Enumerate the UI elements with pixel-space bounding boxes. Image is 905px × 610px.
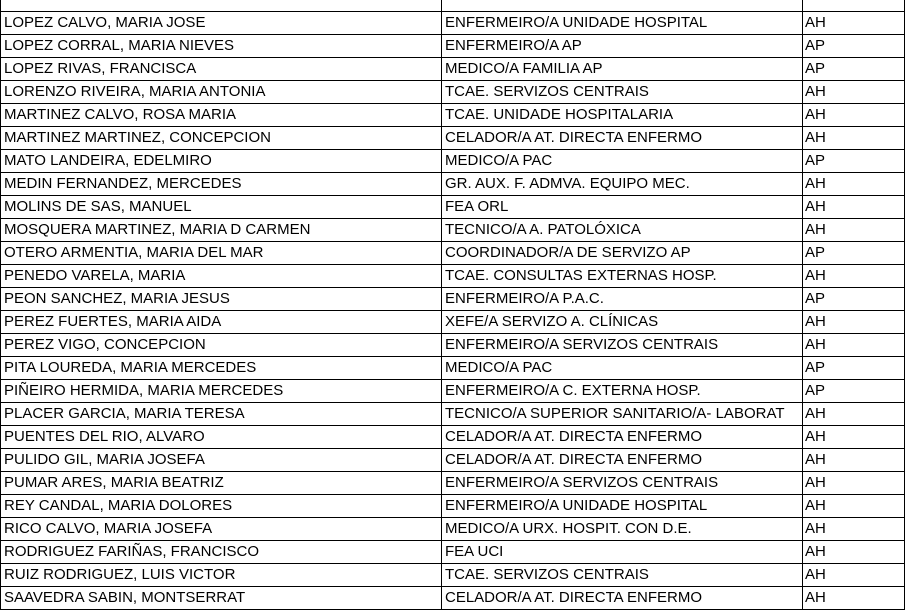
post-cell: TECNICO/A SUPERIOR SANITARIO/A- LABORAT bbox=[442, 403, 803, 426]
name-cell: OTERO ARMENTIA, MARIA DEL MAR bbox=[1, 242, 442, 265]
name-cell: REY CANDAL, MARIA DOLORES bbox=[1, 495, 442, 518]
post-cell: TCAE. CONSULTAS EXTERNAS HOSP. bbox=[442, 265, 803, 288]
area-cell: AH bbox=[803, 541, 905, 564]
post-cell: ENFERMEIRO/A SERVIZOS CENTRAIS bbox=[442, 472, 803, 495]
table-row bbox=[1, 104, 905, 127]
post-cell: CELADOR/A AT. DIRECTA ENFERMO bbox=[442, 587, 803, 610]
post-cell: FEA UCI bbox=[442, 541, 803, 564]
area-cell: AP bbox=[803, 357, 905, 380]
table-row bbox=[1, 35, 905, 58]
name-cell: PENEDO VARELA, MARIA bbox=[1, 265, 442, 288]
table-row bbox=[1, 81, 905, 104]
post-cell: ENFERMEIRO/A C. EXTERNA HOSP. bbox=[442, 380, 803, 403]
area-cell: AH bbox=[803, 587, 905, 610]
area-cell: AP bbox=[803, 288, 905, 311]
table-row bbox=[1, 12, 905, 35]
table-row bbox=[1, 518, 905, 541]
area-cell: AP bbox=[803, 380, 905, 403]
name-cell: PULIDO GIL, MARIA JOSEFA bbox=[1, 449, 442, 472]
area-cell: AH bbox=[803, 265, 905, 288]
name-cell: SAAVEDRA SABIN, MONTSERRAT bbox=[1, 587, 442, 610]
name-cell: MATO LANDEIRA, EDELMIRO bbox=[1, 150, 442, 173]
post-cell: TCAE. UNIDADE HOSPITALARIA bbox=[442, 104, 803, 127]
table-row bbox=[1, 564, 905, 587]
name-cell: PIÑEIRO HERMIDA, MARIA MERCEDES bbox=[1, 380, 442, 403]
area-cell: AP bbox=[803, 242, 905, 265]
name-cell: RUIZ RODRIGUEZ, LUIS VICTOR bbox=[1, 564, 442, 587]
table-row bbox=[1, 219, 905, 242]
table-row bbox=[1, 288, 905, 311]
name-cell: MARTINEZ MARTINEZ, CONCEPCION bbox=[1, 127, 442, 150]
post-cell bbox=[442, 0, 803, 12]
name-cell: MOLINS DE SAS, MANUEL bbox=[1, 196, 442, 219]
post-cell: ENFERMEIRO/A P.A.C. bbox=[442, 288, 803, 311]
post-cell: COORDINADOR/A DE SERVIZO AP bbox=[442, 242, 803, 265]
table-row bbox=[1, 541, 905, 564]
name-cell: PUMAR ARES, MARIA BEATRIZ bbox=[1, 472, 442, 495]
name-cell: LOPEZ CORRAL, MARIA NIEVES bbox=[1, 35, 442, 58]
table-row bbox=[1, 173, 905, 196]
area-cell: AH bbox=[803, 449, 905, 472]
area-cell: AH bbox=[803, 196, 905, 219]
area-cell: AH bbox=[803, 104, 905, 127]
name-cell: LOPEZ RIVAS, FRANCISCA bbox=[1, 58, 442, 81]
table-row bbox=[1, 357, 905, 380]
area-cell: AP bbox=[803, 58, 905, 81]
area-cell: AP bbox=[803, 150, 905, 173]
area-cell: AH bbox=[803, 311, 905, 334]
area-cell: AH bbox=[803, 12, 905, 35]
name-cell: PITA LOUREDA, MARIA MERCEDES bbox=[1, 357, 442, 380]
name-cell: PLACER GARCIA, MARIA TERESA bbox=[1, 403, 442, 426]
area-cell: AH bbox=[803, 219, 905, 242]
name-cell: MEDIN FERNANDEZ, MERCEDES bbox=[1, 173, 442, 196]
name-cell: MARTINEZ CALVO, ROSA MARIA bbox=[1, 104, 442, 127]
name-cell: PEREZ FUERTES, MARIA AIDA bbox=[1, 311, 442, 334]
post-cell: CELADOR/A AT. DIRECTA ENFERMO bbox=[442, 127, 803, 150]
table-row bbox=[1, 127, 905, 150]
post-cell: XEFE/A SERVIZO A. CLÍNICAS bbox=[442, 311, 803, 334]
area-cell bbox=[803, 0, 905, 12]
table-row bbox=[1, 265, 905, 288]
table-row bbox=[1, 587, 905, 610]
area-cell: AH bbox=[803, 127, 905, 150]
name-cell: LORENZO RIVEIRA, MARIA ANTONIA bbox=[1, 81, 442, 104]
area-cell: AH bbox=[803, 426, 905, 449]
post-cell: ENFERMEIRO/A UNIDADE HOSPITAL bbox=[442, 12, 803, 35]
name-cell: MOSQUERA MARTINEZ, MARIA D CARMEN bbox=[1, 219, 442, 242]
post-cell: TECNICO/A A. PATOLÓXICA bbox=[442, 219, 803, 242]
staff-table-body bbox=[1, 0, 905, 610]
area-cell: AH bbox=[803, 564, 905, 587]
table-row bbox=[1, 311, 905, 334]
post-cell: ENFERMEIRO/A AP bbox=[442, 35, 803, 58]
table-row bbox=[1, 495, 905, 518]
name-cell bbox=[1, 0, 442, 12]
area-cell: AH bbox=[803, 334, 905, 357]
name-cell: RODRIGUEZ FARIÑAS, FRANCISCO bbox=[1, 541, 442, 564]
area-cell: AH bbox=[803, 518, 905, 541]
post-cell: FEA ORL bbox=[442, 196, 803, 219]
post-cell: TCAE. SERVIZOS CENTRAIS bbox=[442, 564, 803, 587]
name-cell: RICO CALVO, MARIA JOSEFA bbox=[1, 518, 442, 541]
name-cell: LOPEZ CALVO, MARIA JOSE bbox=[1, 12, 442, 35]
table-row bbox=[1, 242, 905, 265]
table-row bbox=[1, 403, 905, 426]
table-row bbox=[1, 0, 905, 12]
post-cell: CELADOR/A AT. DIRECTA ENFERMO bbox=[442, 426, 803, 449]
area-cell: AP bbox=[803, 35, 905, 58]
post-cell: GR. AUX. F. ADMVA. EQUIPO MEC. bbox=[442, 173, 803, 196]
area-cell: AH bbox=[803, 173, 905, 196]
table-row bbox=[1, 426, 905, 449]
post-cell: TCAE. SERVIZOS CENTRAIS bbox=[442, 81, 803, 104]
table-row bbox=[1, 58, 905, 81]
table-row bbox=[1, 472, 905, 495]
table-row bbox=[1, 196, 905, 219]
table-row bbox=[1, 334, 905, 357]
post-cell: MEDICO/A URX. HOSPIT. CON D.E. bbox=[442, 518, 803, 541]
name-cell: PEREZ VIGO, CONCEPCION bbox=[1, 334, 442, 357]
post-cell: MEDICO/A FAMILIA AP bbox=[442, 58, 803, 81]
table-row bbox=[1, 449, 905, 472]
post-cell: MEDICO/A PAC bbox=[442, 357, 803, 380]
post-cell: ENFERMEIRO/A UNIDADE HOSPITAL bbox=[442, 495, 803, 518]
area-cell: AH bbox=[803, 472, 905, 495]
table-row bbox=[1, 150, 905, 173]
post-cell: CELADOR/A AT. DIRECTA ENFERMO bbox=[442, 449, 803, 472]
area-cell: AH bbox=[803, 495, 905, 518]
area-cell: AH bbox=[803, 403, 905, 426]
post-cell: ENFERMEIRO/A SERVIZOS CENTRAIS bbox=[442, 334, 803, 357]
post-cell: MEDICO/A PAC bbox=[442, 150, 803, 173]
area-cell: AH bbox=[803, 81, 905, 104]
name-cell: PUENTES DEL RIO, ALVARO bbox=[1, 426, 442, 449]
name-cell: PEON SANCHEZ, MARIA JESUS bbox=[1, 288, 442, 311]
table-row bbox=[1, 380, 905, 403]
